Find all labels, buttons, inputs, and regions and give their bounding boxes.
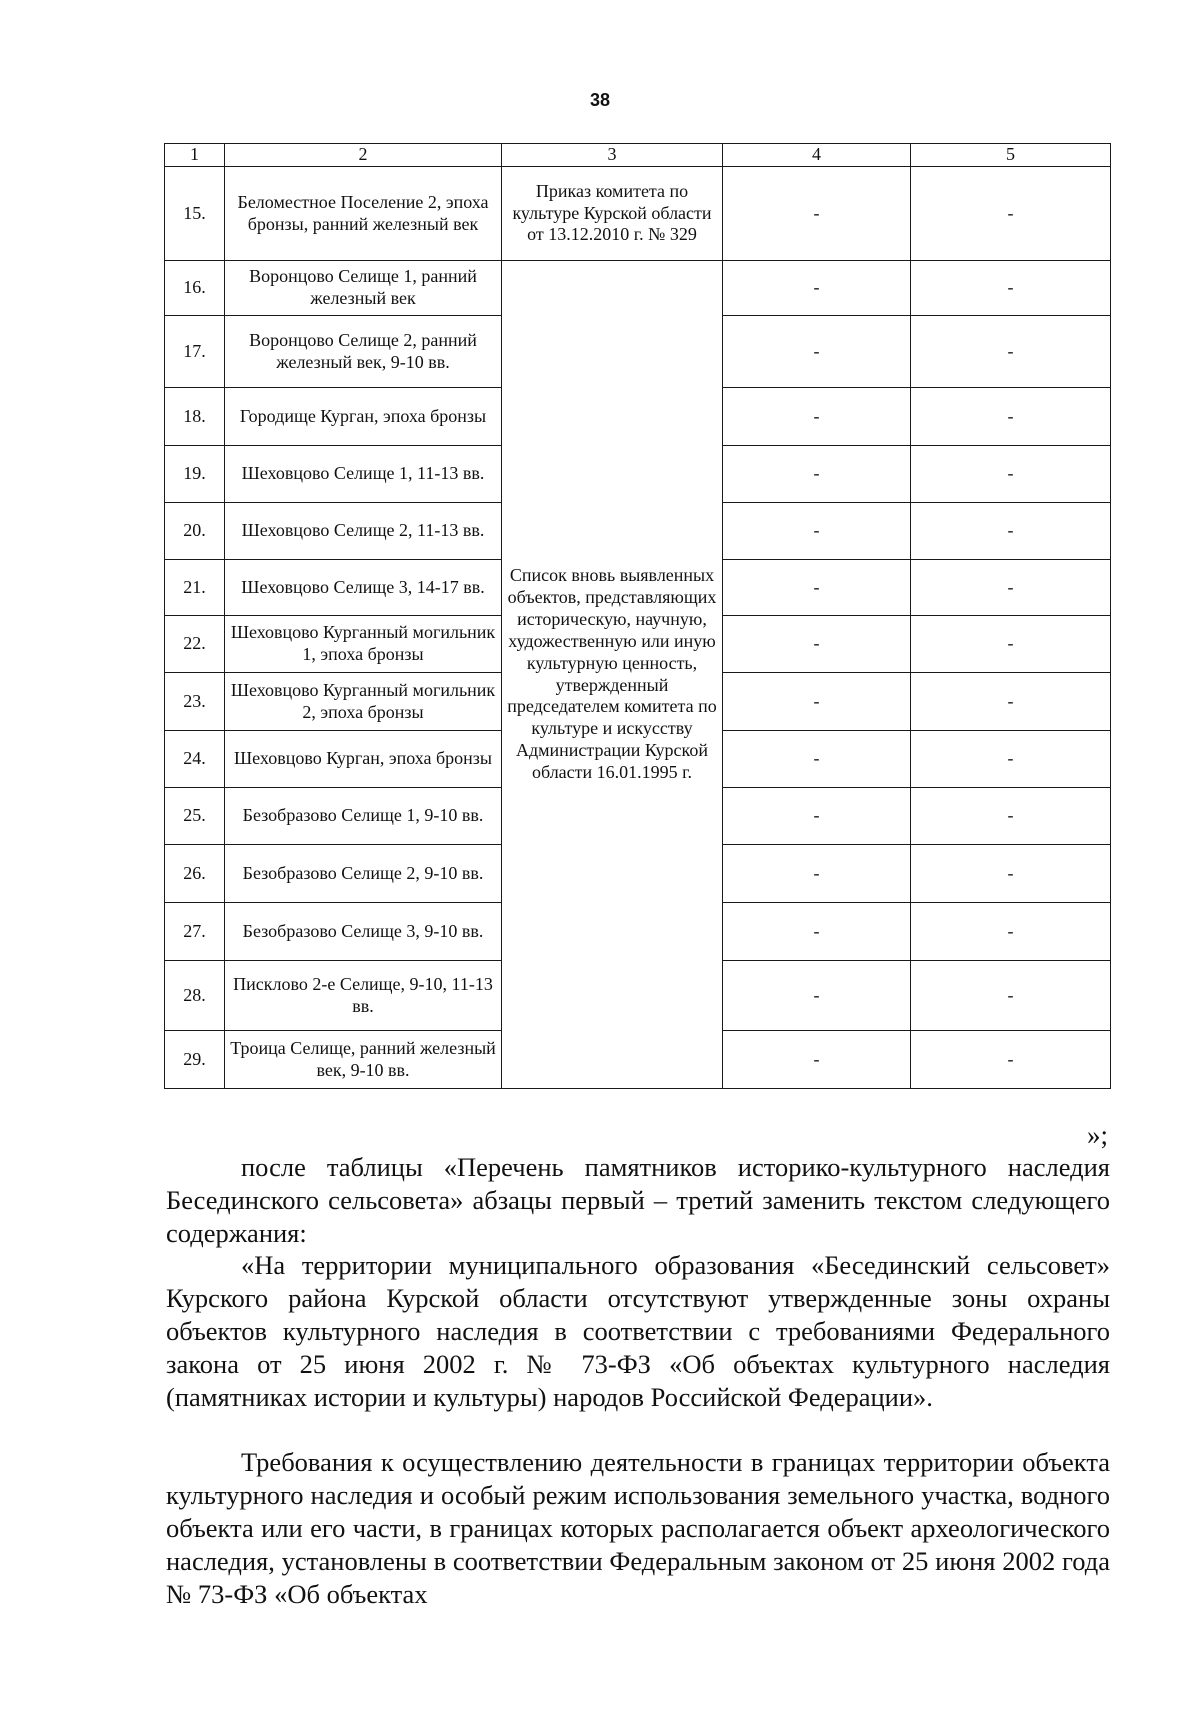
row-number: 22.: [165, 616, 225, 673]
column-4-value: -: [723, 903, 911, 961]
column-5-value: -: [911, 961, 1111, 1031]
row-number: 17.: [165, 316, 225, 388]
object-name: Писклово 2-е Селище, 9-10, 11-13 вв.: [225, 961, 502, 1031]
object-name: Шеховцово Курганный могильник 2, эпоха бронзы: [225, 673, 502, 731]
column-5-value: -: [911, 673, 1111, 731]
paragraph-1-text: после таблицы «Перечень памятников историко-культурного наследия Бесединского сельсовета» абзацы первый – третий заменить текстом следующего содержания:: [166, 1152, 1110, 1248]
column-4-value: -: [723, 1031, 911, 1089]
object-name: Шеховцово Курган, эпоха бронзы: [225, 731, 502, 788]
row-number: 15.: [165, 167, 225, 261]
object-name: Шеховцово Селище 2, 11-13 вв.: [225, 503, 502, 560]
object-name: Безобразово Селище 2, 9-10 вв.: [225, 845, 502, 903]
column-4-value: -: [723, 788, 911, 845]
object-name: Шеховцово Селище 1, 11-13 вв.: [225, 446, 502, 503]
row-number: 26.: [165, 845, 225, 903]
column-4-value: -: [723, 673, 911, 731]
column-5-value: -: [911, 446, 1111, 503]
column-header: 2: [225, 144, 502, 167]
row-number: 24.: [165, 731, 225, 788]
table-header-row: [165, 144, 1111, 167]
document-cell: Приказ комитета по культуре Курской области от 13.12.2010 г. № 329: [502, 167, 723, 261]
column-4-value: -: [723, 961, 911, 1031]
row-number: 29.: [165, 1031, 225, 1089]
row-number: 27.: [165, 903, 225, 961]
paragraph-1: [166, 1151, 1110, 1250]
column-5-value: -: [911, 261, 1111, 316]
column-5-value: -: [911, 788, 1111, 845]
paragraph-2: [166, 1249, 1110, 1414]
column-4-value: -: [723, 845, 911, 903]
object-name: Шеховцово Курганный могильник 1, эпоха бронзы: [225, 616, 502, 673]
column-4-value: -: [723, 731, 911, 788]
table-row: [165, 167, 1111, 261]
column-4-value: -: [723, 316, 911, 388]
row-number: 23.: [165, 673, 225, 731]
column-header: 3: [502, 144, 723, 167]
heritage-table: [164, 143, 1111, 1089]
row-number: 25.: [165, 788, 225, 845]
column-4-value: -: [723, 446, 911, 503]
row-number: 20.: [165, 503, 225, 560]
column-5-value: -: [911, 503, 1111, 560]
column-4-value: -: [723, 167, 911, 261]
object-name: Беломестное Поселение 2, эпоха бронзы, ранний железный век: [225, 167, 502, 261]
object-name: Безобразово Селище 1, 9-10 вв.: [225, 788, 502, 845]
object-name: Городище Курган, эпоха бронзы: [225, 388, 502, 446]
column-5-value: -: [911, 1031, 1111, 1089]
column-5-value: -: [911, 616, 1111, 673]
column-4-value: -: [723, 616, 911, 673]
row-number: 28.: [165, 961, 225, 1031]
object-name: Безобразово Селище 3, 9-10 вв.: [225, 903, 502, 961]
object-name: Воронцово Селище 1, ранний железный век: [225, 261, 502, 316]
closing-quote-mark: »;: [1086, 1120, 1108, 1150]
paragraph-2-text: «На территории муниципального образования «Бесединский сельсовет» Курского района Курской области отсутствуют утвержденные зоны охраны объектов культурного наследия в соответствии с требованиями Федерального закона от 25 июня 2002 г. № 73-ФЗ «Об объектах культурного наследия (памятниках истории и культуры) народов Российской Федерации».: [166, 1250, 1110, 1412]
column-header: 5: [911, 144, 1111, 167]
paragraph-3-text: Требования к осуществлению деятельности в границах территории объекта культурного наследия и особый режим использования земельного участка, водного объекта или его части, в границах которых располагается объект археологического наследия, установлены в соответствии Федеральным законом от 25 июня 2002 года № 73-ФЗ «Об объектах: [166, 1447, 1110, 1609]
row-number: 16.: [165, 261, 225, 316]
column-4-value: -: [723, 388, 911, 446]
column-5-value: -: [911, 731, 1111, 788]
column-5-value: -: [911, 560, 1111, 616]
column-5-value: -: [911, 388, 1111, 446]
paragraph-3: [166, 1446, 1110, 1611]
column-5-value: -: [911, 316, 1111, 388]
row-number: 21.: [165, 560, 225, 616]
object-name: Троица Селище, ранний железный век, 9-10 вв.: [225, 1031, 502, 1089]
column-header: 1: [165, 144, 225, 167]
page-number: 38: [589, 90, 611, 110]
object-name: Воронцово Селище 2, ранний железный век, 9-10 вв.: [225, 316, 502, 388]
table-row: [165, 261, 1111, 316]
column-5-value: -: [911, 845, 1111, 903]
object-name: Шеховцово Селище 3, 14-17 вв.: [225, 560, 502, 616]
row-number: 18.: [165, 388, 225, 446]
column-4-value: -: [723, 261, 911, 316]
row-number: 19.: [165, 446, 225, 503]
column-header: 4: [723, 144, 911, 167]
column-4-value: -: [723, 503, 911, 560]
column-5-value: -: [911, 903, 1111, 961]
column-5-value: -: [911, 167, 1111, 261]
column-4-value: -: [723, 560, 911, 616]
document-cell: Список вновь выявленных объектов, представляющих историческую, научную, художественную или иную культурную ценность, утвержденный председателем комитета по культуре и искусству Администрации Курской области 16.01.1995 г.: [502, 261, 723, 1089]
